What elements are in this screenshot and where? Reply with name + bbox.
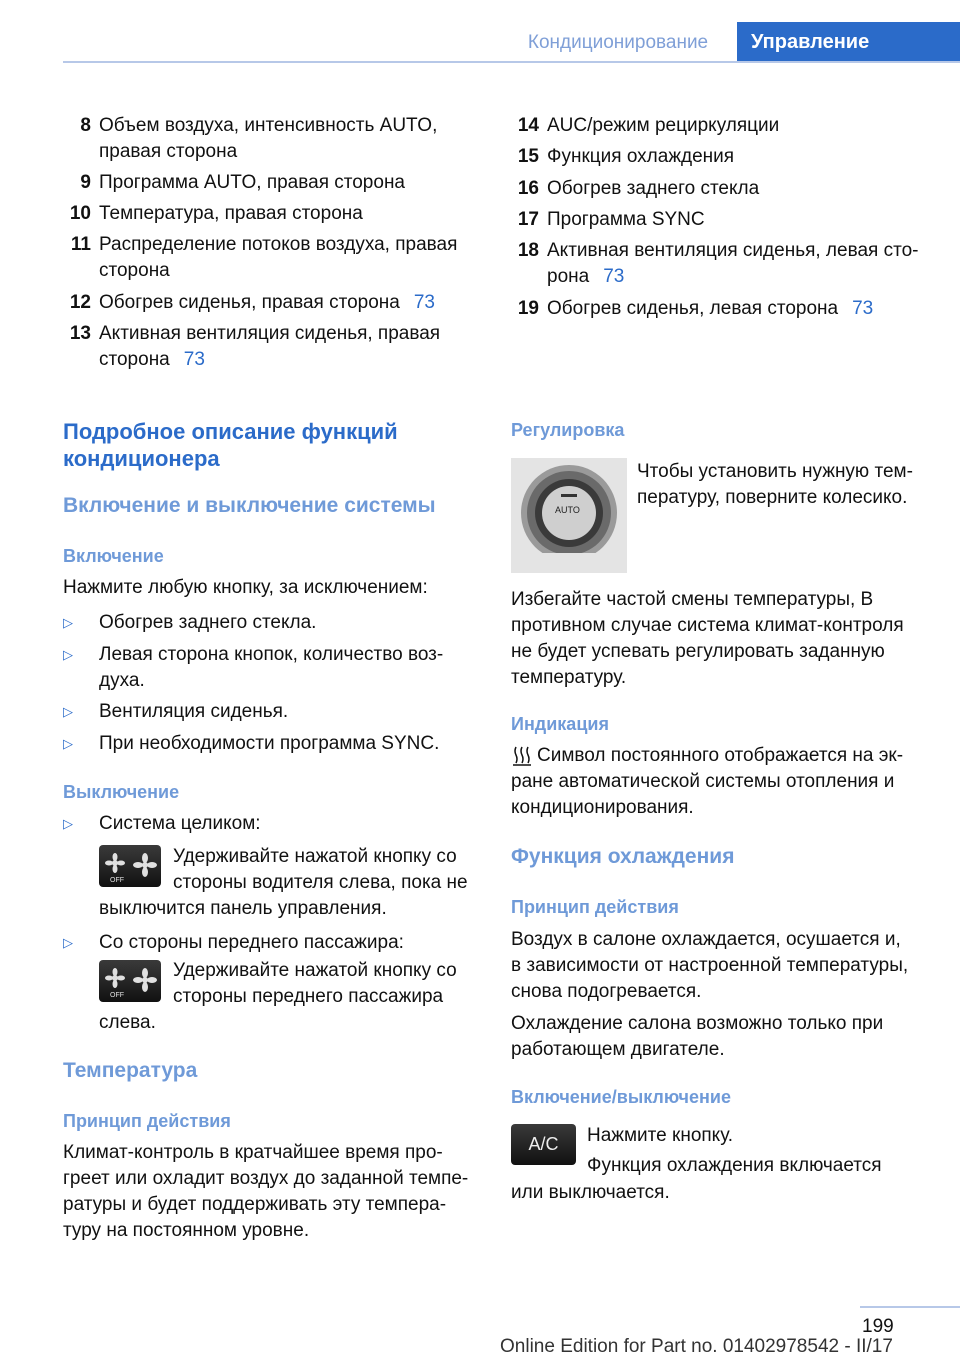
off1-text-cont: выключится панель управления. bbox=[99, 898, 387, 919]
off1-text: Удерживайте нажатой кнопку со стороны водителя слева, пока не bbox=[173, 846, 468, 893]
subsection-heading-system: Включение и выключение системы bbox=[63, 494, 436, 517]
page-number: 199 bbox=[862, 1316, 894, 1337]
svg-text:AUTO: AUTO bbox=[555, 505, 580, 515]
heading-adjust: Регулировка bbox=[511, 420, 625, 440]
header-divider bbox=[63, 61, 960, 63]
page-ref-link[interactable]: 73 bbox=[603, 266, 625, 287]
temperature-knob-icon bbox=[511, 458, 627, 573]
page-ref-link[interactable]: 73 bbox=[183, 349, 205, 370]
cooling-engine-paragraph: Охлаждение салона возможно только при работающем двигателе. bbox=[511, 1013, 884, 1060]
triangle-bullet-icon: ▷ bbox=[63, 736, 73, 751]
header-section-tab[interactable]: Кондиционирование bbox=[527, 32, 709, 53]
paragraph-on: Нажмите любую кнопку, за исключением: bbox=[63, 577, 428, 598]
triangle-bullet-icon: ▷ bbox=[63, 647, 73, 662]
fan-off-button-image bbox=[99, 960, 161, 1002]
heading-off: Выключение bbox=[63, 782, 180, 802]
avoid-paragraph: Избегайте частой смены температуры, В противном случае система климат-контроля не будет успевать регулировать заданную температуру. bbox=[511, 589, 904, 688]
bullet-item: ▷ Левая сторона кнопок, количество воз- духа. bbox=[63, 644, 444, 691]
subsection-heading-cooling: Функция охлаждения bbox=[511, 845, 735, 868]
heading-principle: Принцип действия bbox=[511, 897, 679, 917]
svg-text:OFF: OFF bbox=[110, 877, 124, 884]
cooling-paragraph: Воздух в салоне охлаждается, осушается и, в зависимости от настроенной температуры, снова подогревается. bbox=[511, 929, 909, 1002]
ac-text: Нажмите кнопку. Функция охлаждения включается bbox=[587, 1125, 882, 1176]
adjust-text: Чтобы установить нужную тем- пературу, поверните колесико. bbox=[637, 461, 913, 508]
heading-on-off: Включение/выключение bbox=[511, 1087, 731, 1107]
indication-paragraph: Символ постоянного отображается на эк- ране автоматической системы отопления и кондиционирования. bbox=[511, 745, 904, 818]
footer-divider bbox=[860, 1306, 960, 1308]
page-ref-link[interactable]: 73 bbox=[852, 298, 874, 319]
fan-icon bbox=[99, 960, 161, 1002]
ac-text-cont: или выключается. bbox=[511, 1182, 670, 1203]
off2-text-cont: слева. bbox=[99, 1012, 156, 1033]
fan-off-button-image bbox=[99, 845, 161, 887]
list-item-11: 11 Распределение потоков воздуха, правая сторона bbox=[70, 234, 458, 281]
list-item-18: 18 Активная вентиляция сиденья, левая сто- рона 73 bbox=[517, 240, 919, 287]
heading-indication: Индикация bbox=[511, 714, 609, 734]
fan-icon bbox=[99, 845, 161, 887]
triangle-bullet-icon: ▷ bbox=[63, 615, 73, 630]
temperature-paragraph: Климат-контроль в кратчайшее время про- греет или охладит воздух до заданной темпе- ратуры и будет поддерживать эту темпера- туру на постоянном уровне. bbox=[63, 1142, 469, 1241]
heading-principle: Принцип действия bbox=[63, 1111, 231, 1131]
off2-text: Удерживайте нажатой кнопку со стороны переднего пассажира bbox=[173, 960, 457, 1007]
triangle-bullet-icon: ▷ bbox=[63, 704, 73, 719]
list-item-13: 13 Активная вентиляция сиденья, правая сторона 73 bbox=[69, 323, 441, 370]
page-ref-link[interactable]: 73 bbox=[413, 292, 435, 313]
temperature-knob-image bbox=[511, 458, 627, 573]
subsection-heading-temperature: Температура bbox=[63, 1059, 198, 1082]
ac-button-image: A/C bbox=[511, 1124, 576, 1165]
section-heading: Подробное описание функций кондиционера bbox=[63, 419, 398, 471]
heat-wave-icon bbox=[513, 746, 531, 774]
edition-footer: Online Edition for Part no. 01402978542 - II/17 bbox=[500, 1336, 893, 1357]
svg-text:OFF: OFF bbox=[110, 992, 124, 999]
header-chapter-tab[interactable]: Управление bbox=[737, 22, 960, 63]
triangle-bullet-icon: ▷ bbox=[63, 935, 73, 950]
heading-on: Включение bbox=[63, 546, 164, 566]
list-item-8: 8 Объем воздуха, интенсивность AUTO, правая сторона bbox=[80, 115, 438, 162]
triangle-bullet-icon: ▷ bbox=[63, 816, 73, 831]
